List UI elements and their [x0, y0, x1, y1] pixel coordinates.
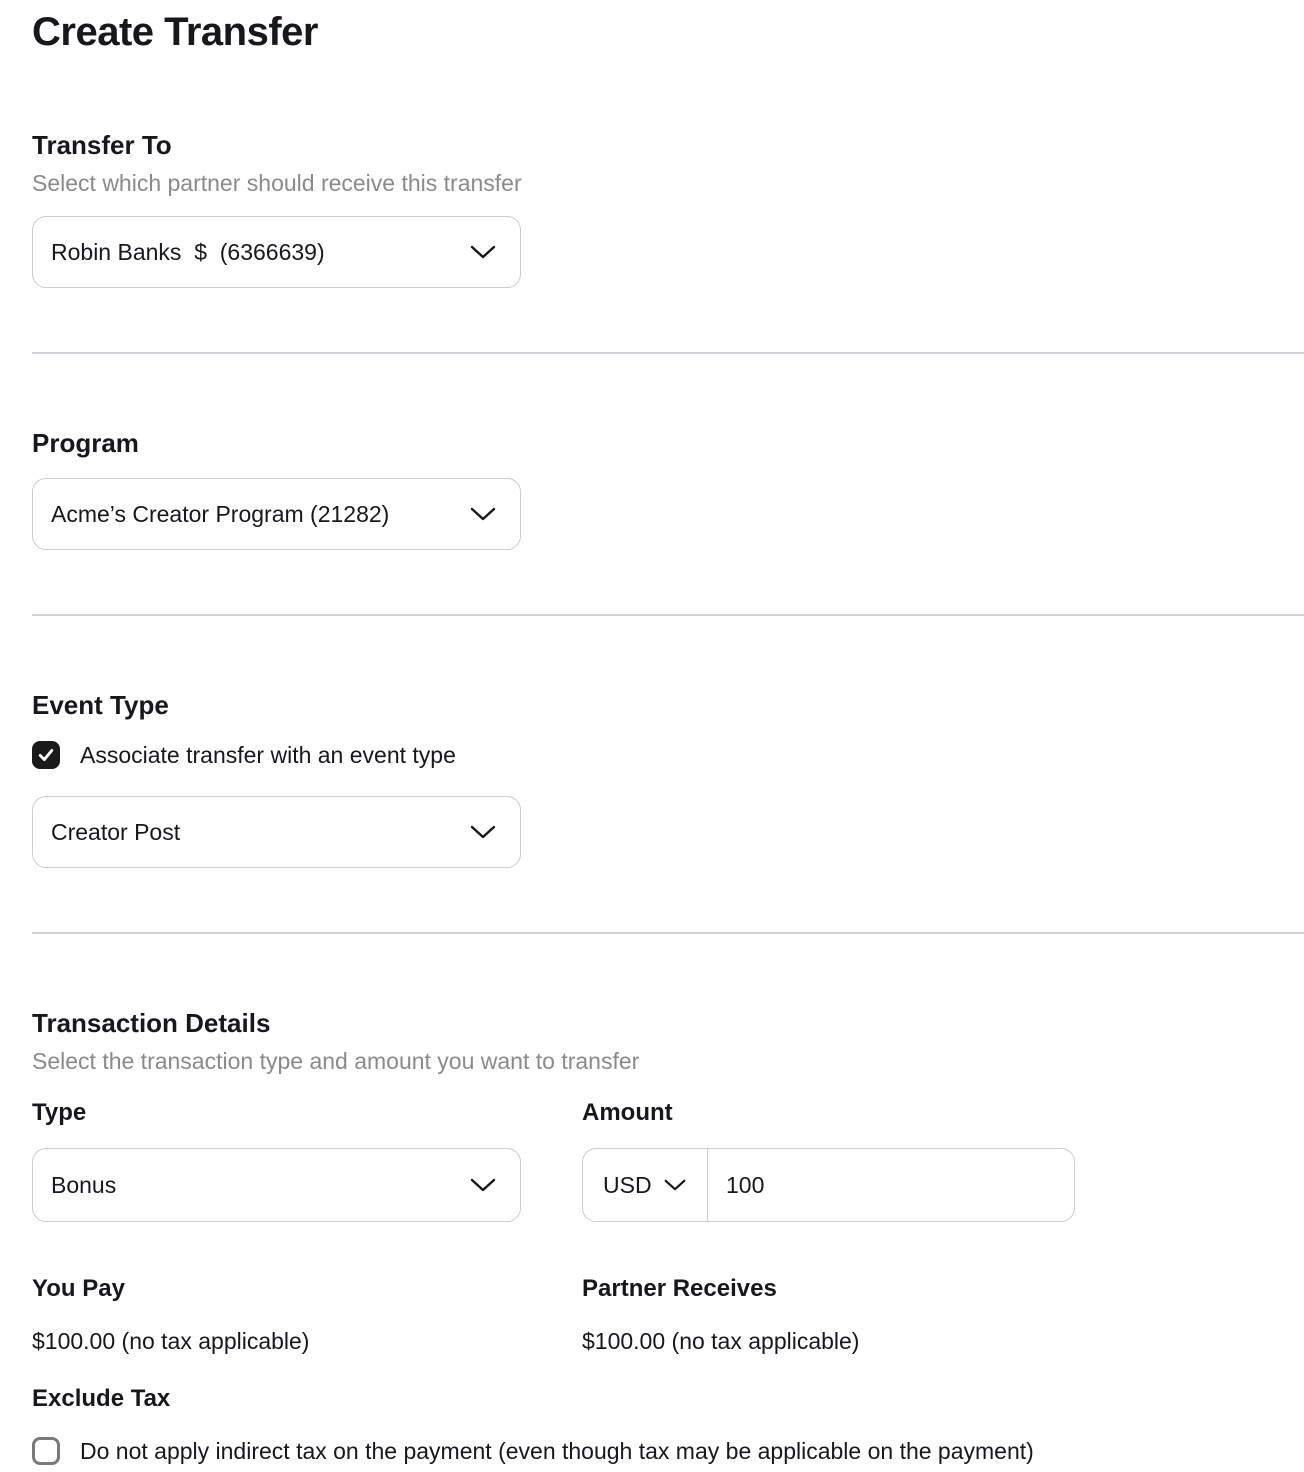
section-event-type — [32, 688, 1304, 868]
transfer-to-selected-value: Robin Banks $ (6366639) — [51, 238, 325, 265]
program-selected-value: Acme’s Creator Program (21282) — [51, 500, 390, 527]
exclude-tax-label: Exclude Tax — [32, 1385, 171, 1412]
event-type-checkbox-row — [32, 740, 1304, 770]
associate-event-checkbox-label: Associate transfer with an event type — [80, 742, 456, 768]
checkmark-icon — [36, 745, 56, 765]
you-pay-label: You Pay — [32, 1275, 125, 1302]
exclude-tax-checkbox-row — [32, 1436, 1304, 1466]
event-type-heading: Event Type — [32, 690, 169, 720]
chevron-down-icon — [470, 1178, 496, 1192]
type-amount-controls-row — [32, 1148, 1304, 1222]
chevron-down-icon — [470, 825, 496, 839]
you-pay-value: $100.00 (no tax applicable) — [32, 1328, 310, 1354]
transaction-details-heading: Transaction Details — [32, 1008, 271, 1038]
section-program — [32, 426, 1304, 550]
section-transfer-to — [32, 128, 1304, 288]
currency-selected-value: USD — [603, 1171, 652, 1198]
amount-label: Amount — [582, 1099, 673, 1126]
page-title: Create Transfer — [32, 10, 318, 54]
exclude-tax-checkbox[interactable] — [32, 1437, 60, 1465]
section-divider — [32, 352, 1304, 354]
currency-select[interactable] — [583, 1149, 708, 1221]
type-selected-value: Bonus — [51, 1171, 117, 1198]
chevron-down-icon — [470, 507, 496, 521]
partner-receives-value: $100.00 (no tax applicable) — [582, 1328, 860, 1354]
partner-receives-label: Partner Receives — [582, 1275, 777, 1302]
section-transaction-details — [32, 1006, 1304, 1466]
amount-input[interactable] — [708, 1149, 1074, 1221]
transfer-to-select[interactable] — [32, 216, 521, 288]
type-select[interactable] — [32, 1148, 521, 1222]
transaction-details-subtitle: Select the transaction type and amount you want to transfer — [32, 1048, 640, 1074]
transfer-to-heading: Transfer To — [32, 130, 172, 160]
amount-field-group — [582, 1148, 1075, 1222]
exclude-tax-checkbox-label: Do not apply indirect tax on the payment (even though tax may be applicable on the payment) — [80, 1438, 1034, 1464]
chevron-down-icon — [470, 245, 496, 259]
chevron-down-icon — [664, 1179, 686, 1191]
associate-event-checkbox[interactable] — [32, 741, 60, 769]
pay-receive-labels-row — [32, 1274, 1304, 1304]
program-heading: Program — [32, 428, 139, 458]
event-type-selected-value: Creator Post — [51, 818, 181, 845]
event-type-select[interactable] — [32, 796, 521, 868]
transfer-to-subtitle: Select which partner should receive this transfer — [32, 170, 522, 196]
section-divider — [32, 614, 1304, 616]
type-amount-labels-row — [32, 1098, 1304, 1128]
section-divider — [32, 932, 1304, 934]
type-label: Type — [32, 1099, 87, 1126]
pay-receive-values-row — [32, 1326, 1304, 1356]
program-select[interactable] — [32, 478, 521, 550]
